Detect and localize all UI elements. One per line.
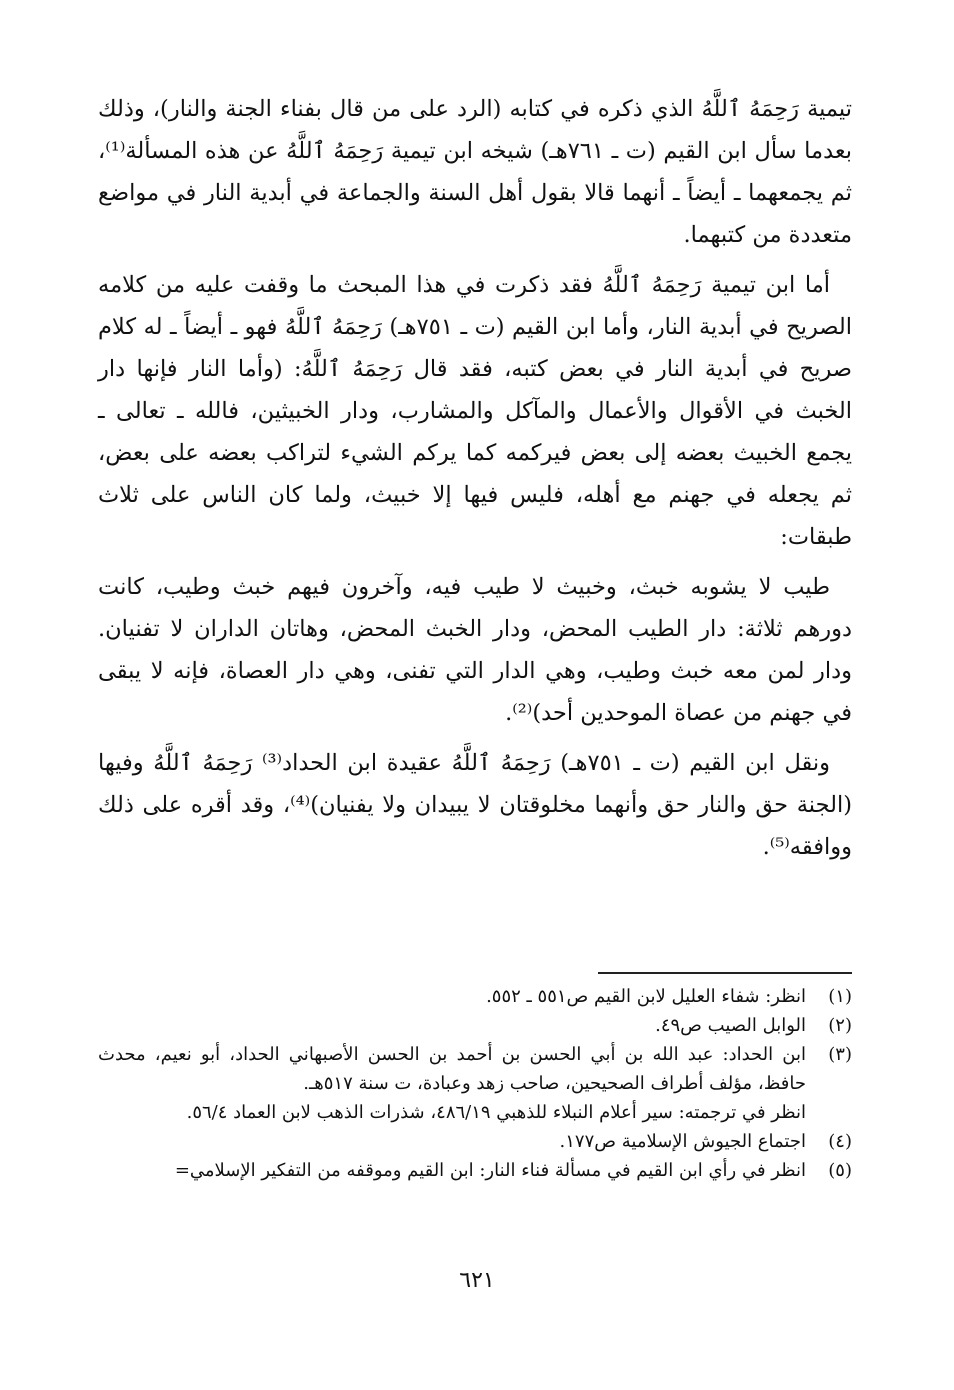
footnote-3-continuation (98, 1098, 852, 1127)
footnote-2 (98, 1011, 852, 1040)
footnote-5 (98, 1156, 852, 1185)
footnote-number (806, 1098, 852, 1127)
paragraph-2: أما ابن تيمية رَحِمَهُ ٱللَّهُ فقد ذكرت في هذا المبحث ما وقفت عليه من كلامه الصريح في أبدية النار، وأما ابن القيم (ت ـ ٧٥١هـ) رَحِمَهُ ٱللَّهُ فهو ـ أيضاً ـ له كلام صريح في أبدية النار في بعض كتبه، فقد قال رَحِمَهُ ٱللَّهُ: (وأما النار فإنها دار الخبث في الأقوال والأعمال والمآكل والمشارب، ودار الخبيثين، فالله ـ تعالى ـ يجمع الخبيث بعضه إلى بعض فيركمه كما يركم الشيء لتراكب بعضه على بعض، ثم يجعله في جهنم مع أهله، فليس فيها إلا خبيث، ولما كان الناس على ثلاث طبقات: (98, 272, 852, 550)
footnote-number: (٤) (828, 1131, 852, 1152)
footnote-text: ابن الحداد: عبد الله بن أبي الحسن بن أحمد بن الحسن الأصبهاني الحداد، أبو نعيم، محدث حافظ، مؤلف أطراف الصحيحين، صاحب زهد وعبادة، ت سنة ٥١٧هـ. (98, 1044, 806, 1094)
paragraph-3: طيب لا يشوبه خبث، وخبيث لا طيب فيه، وآخرون فيهم خبث وطيب، كانت دورهم ثلاثة: دار الطيب المحض، ودار الخبث المحض، وهاتان الداران لا تفنيان. ودار لمن معه خبث وطيب، وهي الدار التي تفنى، وهي دار العصاة، فإنه لا يبقى في جهنم من عصاة الموحدين أحد)⁽²⁾. (98, 574, 852, 726)
footnote-text: انظر في رأي ابن القيم في مسألة فناء النار: ابن القيم وموقفه من التفكير الإسلامي= (174, 1160, 806, 1181)
page-number: ٦٢١ (459, 1268, 495, 1293)
footnote-number: (١) (828, 986, 852, 1007)
footnote-text: انظر في ترجمته: سير أعلام النبلاء للذهبي ٤٨٦/١٩، شذرات الذهب لابن العماد ٥٦/٤. (186, 1102, 806, 1123)
footnotes (98, 982, 852, 1185)
footnote-number: (٥) (828, 1160, 852, 1181)
paragraph-4: ونقل ابن القيم (ت ـ ٧٥١هـ) رَحِمَهُ ٱللَّهُ عقيدة ابن الحداد⁽³⁾ رَحِمَهُ ٱللَّهُ وفيها (الجنة حق والنار حق وأنهما مخلوقتان لا يبيدان ولا يفنيان)⁽⁴⁾، وقد أقره على ذلك ووافقه⁽⁵⁾. (98, 750, 852, 860)
footnote-4 (98, 1127, 852, 1156)
footnote-divider (598, 972, 852, 974)
footnote-text: انظر: شفاء العليل لابن القيم ص٥٥١ ـ ٥٥٢. (486, 986, 806, 1007)
footnote-3 (98, 1040, 852, 1098)
footnote-number: (٣) (828, 1044, 852, 1065)
paragraph-1: تيمية رَحِمَهُ ٱللَّهُ الذي ذكره في كتابه (الرد على من قال بفناء الجنة والنار)، وذلك بعدما سأل ابن القيم (ت ـ ٧٦١هـ) شيخه ابن تيمية رَحِمَهُ ٱللَّهُ عن هذه المسألة⁽¹⁾، ثم يجمعهما ـ أيضاً ـ أنهما قالا بقول أهل السنة والجماعة في أبدية النار في مواضع متعددة من كتبهما. (98, 96, 852, 248)
footnote-text: اجتماع الجيوش الإسلامية ص١٧٧. (559, 1131, 806, 1152)
footnote-1 (98, 982, 852, 1011)
footnote-number: (٢) (828, 1015, 852, 1036)
footnote-text: الوابل الصيب ص٤٩. (655, 1015, 806, 1036)
main-text (98, 88, 852, 876)
